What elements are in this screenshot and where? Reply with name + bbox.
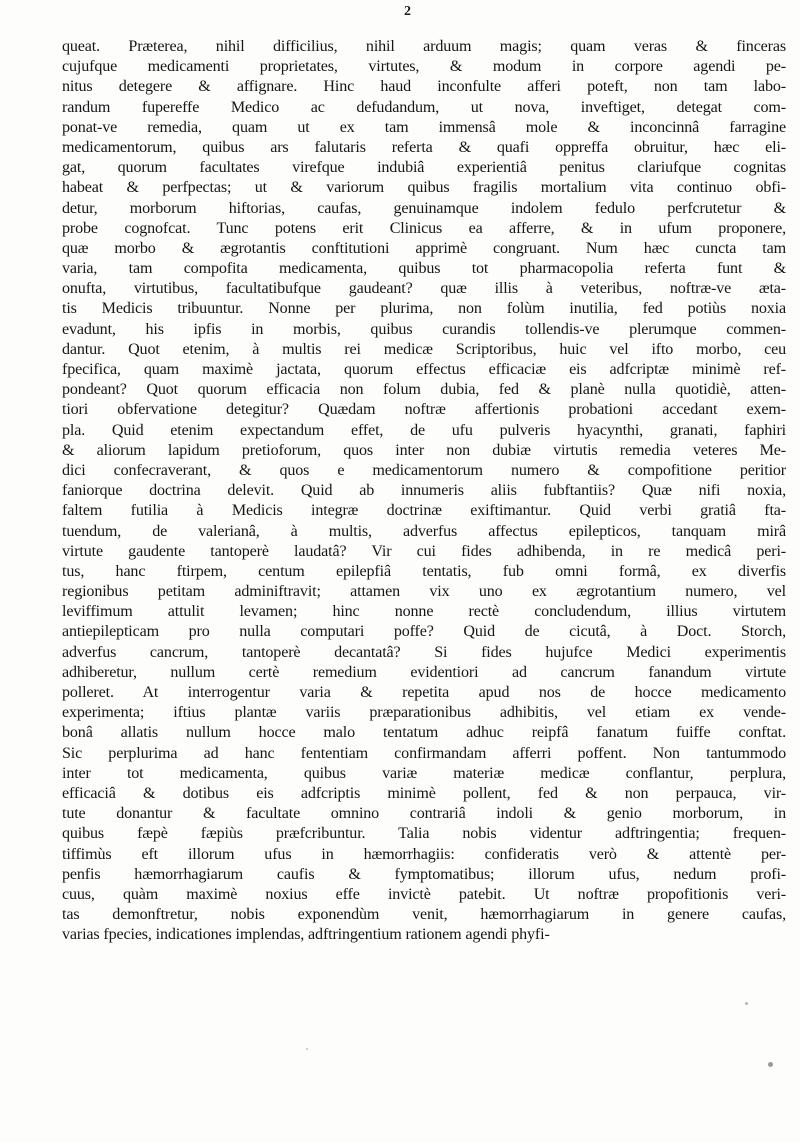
text-line: ponat-ve remedia, quam ut ex tam immensâ mole & inconcinnâ farragine	[62, 118, 786, 136]
text-line: bonâ allatis nullum hocce malo tentatum adhuc reipfâ fanatum fuiffe conftat.	[62, 724, 786, 742]
text-line: evadunt, his ipfis in morbis, quibus curandis tollendis-ve plerumque commen-	[62, 320, 786, 338]
text-line: tas demonftretur, nobis exponendùm venit, hæmorrhagiarum in genere caufas,	[62, 906, 786, 924]
text-line: cujufque medicamenti proprietates, virtutes, & modum in corpore agendi pe-	[62, 58, 786, 76]
text-line: fpecifica, quam maximè jactata, quorum effectus efficaciæ eis adfcriptæ minimè ref-	[62, 361, 786, 378]
text-line: pondeant? Quot quorum efficacia non folum dubia, fed & planè nulla quotidiè, atten-	[62, 381, 786, 399]
text-line: Sic perplurima ad hanc fententiam confirmandam afferri poffent. Non tantummodo	[62, 744, 786, 762]
text-line: medicamentorum, quibus ars falutaris referta & quafi oppreffa obruitur, hæc eli-	[62, 138, 786, 156]
text-line: tis Medicis tribuuntur. Nonne per plurima, non folùm inutilia, fed potiùs noxia	[62, 300, 786, 318]
text-line: faltem futilia à Medicis integræ doctrinæ exiftimantur. Quid verbi gratiâ fta-	[62, 502, 786, 520]
text-line: varia, tam compofita medicamenta, quibus tot pharmacopolia referta funt &	[62, 260, 786, 278]
text-line: nitus detegere & affignare. Hinc haud inconfulte afferi poteft, non tam labo-	[62, 78, 786, 96]
text-line: pla. Quid etenim expectandum effet, de ufu pulveris hyacynthi, granati, faphiri	[62, 421, 786, 439]
text-line: probe cognofcat. Tunc potens erit Clinicus ea afferre, & in ufum proponere,	[62, 219, 786, 237]
text-line: quibus fæpè fæpiùs præfcribuntur. Talia nobis videntur adftringentia; frequen-	[62, 825, 786, 843]
text-line: varias fpecies, indicationes implendas, adftringentium rationem agendi phyfi-	[62, 926, 550, 944]
text-line: leviffimum attulit levamen; hinc nonne rectè concludendum, illius virtutem	[62, 603, 786, 621]
text-line: adhiberetur, nullum certè remedium evidentiori ad cancrum fanandum virtute	[62, 663, 786, 681]
text-line: inter tot medicamenta, quibus variæ materiæ medicæ conflantur, perplura,	[62, 764, 786, 782]
page-number: 2	[404, 4, 411, 19]
text-line: & aliorum lapidum pretioforum, quos inter non dubiæ virtutis remedia veteres Me-	[62, 441, 786, 459]
text-line: habeat & perfpectas; ut & variorum quibus fragilis mortalium vita continuo obfi-	[62, 179, 786, 197]
text-line: experimenta; iftius plantæ variis præparationibus adhibitis, vel etiam ex vende-	[62, 704, 786, 722]
text-line: efficaciâ & dotibus eis adfcriptis minimè pollent, fed & non perpauca, vir-	[62, 784, 786, 802]
text-line: polleret. At interrogentur varia & repetita apud nos de hocce medicamento	[62, 684, 786, 701]
text-line: virtute gaudente tantoperè laudatâ? Vir cui fides adhibenda, in re medicâ peri-	[62, 542, 786, 560]
text-line: dantur. Quot etenim, à multis rei medicæ Scriptoribus, huic vel ifto morbo, ceu	[62, 340, 786, 358]
text-line: faniorque doctrina delevit. Quid ab innumeris aliis fubftantiis? Quæ nifi noxia,	[62, 482, 786, 500]
text-line: onufta, virtutibus, facultatibufque gaudeant? quæ illis à veteribus, noftræ-ve æta-	[62, 280, 786, 298]
text-line: tiori obfervatione detegitur? Quædam noftræ affertionis probationi accedant exem-	[62, 401, 786, 419]
text-line: tiffimùs eft illorum ufus in hæmorrhagiis: confideratis verò & attentè per-	[62, 845, 786, 863]
text-line: tute donantur & facultate omnino contrariâ indoli & genio morborum, in	[62, 805, 786, 823]
text-line: penfis hæmorrhagiarum caufis & fymptomatibus; illorum ufus, nedum profi-	[62, 865, 786, 883]
text-line: tuendum, de valerianâ, à multis, adverfus affectus epilepticos, tanquam mirâ	[62, 522, 786, 540]
text-line: quæ morbo & ægrotantis conftitutioni apprimè congruant. Num hæc cuncta tam	[62, 239, 786, 257]
text-line: gat, quorum facultates virefque indubiâ experientiâ penitus clariufque cognitas	[62, 159, 786, 177]
text-line: cuus, quàm maximè noxius effe invictè patebit. Ut noftræ propofitionis veri-	[62, 885, 786, 903]
text-line: dici confecraverant, & quos e medicamentorum numero & compofitione peritior	[62, 461, 786, 479]
text-line: adverfus cancrum, tantoperè decantatâ? Si fides hujufce Medici experimentis	[62, 643, 786, 661]
text-line: regionibus petitam adminiftravit; attamen vix uno ex ægrotantium numero, vel	[62, 583, 786, 601]
ink-speck	[745, 1002, 748, 1005]
text-line: tus, hanc ftirpem, centum epilepfiâ tentatis, fub omni formâ, ex diverfis	[62, 562, 786, 580]
text-line: randum fupereffe Medico ac defudandum, ut nova, inveftiget, detegat com-	[62, 98, 786, 116]
ink-speck	[768, 1062, 773, 1067]
ink-speck	[306, 1048, 308, 1050]
body-text	[62, 37, 786, 945]
text-line: detur, morborum hiftorias, caufas, genuinamque indolem fedulo perfcrutetur &	[62, 199, 786, 217]
text-line: antiepilepticam pro nulla computari poffe? Quid de cicutâ, à Doct. Storch,	[62, 623, 786, 641]
text-line: queat. Præterea, nihil difficilius, nihil arduum magis; quam veras & finceras	[62, 38, 786, 55]
